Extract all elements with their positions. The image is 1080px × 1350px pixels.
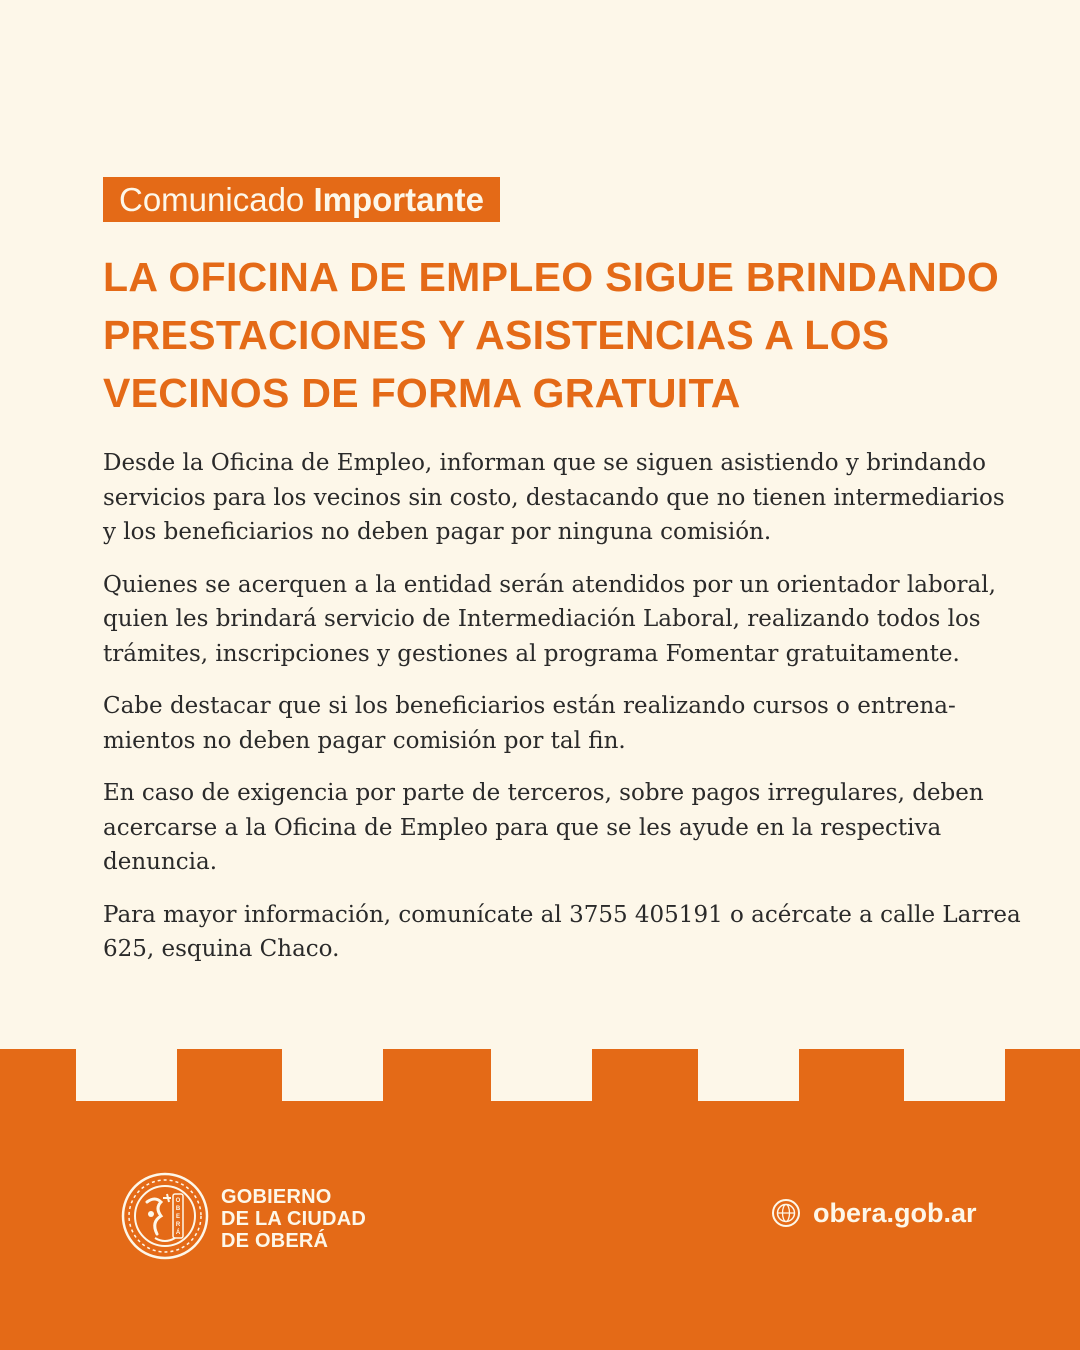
seal-letter: Á [175, 1230, 181, 1236]
seal-letter: R [175, 1222, 181, 1228]
seal-letter: B [175, 1206, 181, 1212]
paragraph-4: En caso de exigencia por parte de terceros, sobre pagos irregulares, deben acercarse a la Oficina de Empleo para que se les ayude en la respectiva denuncia. [103, 780, 984, 875]
battlement-notch [282, 1049, 383, 1101]
website-link[interactable] [771, 1196, 977, 1230]
announcement-tag [103, 177, 500, 222]
paragraph-5: Para mayor información, comunícate al 3755 405191 o acércate a calle Larrea 625, esquina Chaco. [103, 901, 1021, 962]
headline: LA OFICINA DE EMPLEO SIGUE BRINDANDO PRESTACIONES Y ASISTENCIAS A LOS VECINOS DE FORMA GRATUITA [103, 254, 1000, 416]
paragraph-1: Desde la Oficina de Empleo, informan que se siguen asistiendo y brindando servicios para los vecinos sin costo, destacando que no tienen intermediarios y los beneficiarios no deben pagar por ninguna comisión. [103, 450, 1005, 545]
government-line-1: GOBIERNO [221, 1186, 332, 1208]
battlement-notch [76, 1049, 177, 1101]
paragraph-3: Cabe destacar que si los beneficiarios están realizando cursos o entrenamientos no deben pagar comisión por tal fin. [103, 693, 956, 754]
government-line-2: DE LA CIUDAD [221, 1208, 366, 1230]
body-text [103, 446, 1023, 985]
tag-bold-text: Importante [313, 181, 484, 218]
paragraph-2: Quienes se acerquen a la entidad serán atendidos por un orientador laboral, quien les brindará servicio de Intermediación Laboral, realizando todos los trámites, inscripciones y gestiones al programa Fomentar gratuitamente. [103, 571, 996, 667]
city-seal-icon [121, 1172, 209, 1260]
globe-icon [771, 1198, 801, 1228]
government-line-3: DE OBERÁ [221, 1230, 329, 1252]
battlement-notch [698, 1049, 799, 1101]
tag-regular-text: Comunicado [119, 181, 305, 218]
website-text: obera.gob.ar [813, 1197, 977, 1228]
battlement-notch [491, 1049, 592, 1101]
seal-letter: E [175, 1214, 181, 1220]
seal-letter: O [175, 1198, 181, 1204]
government-name [221, 1186, 366, 1252]
battlement-notch [904, 1049, 1005, 1101]
